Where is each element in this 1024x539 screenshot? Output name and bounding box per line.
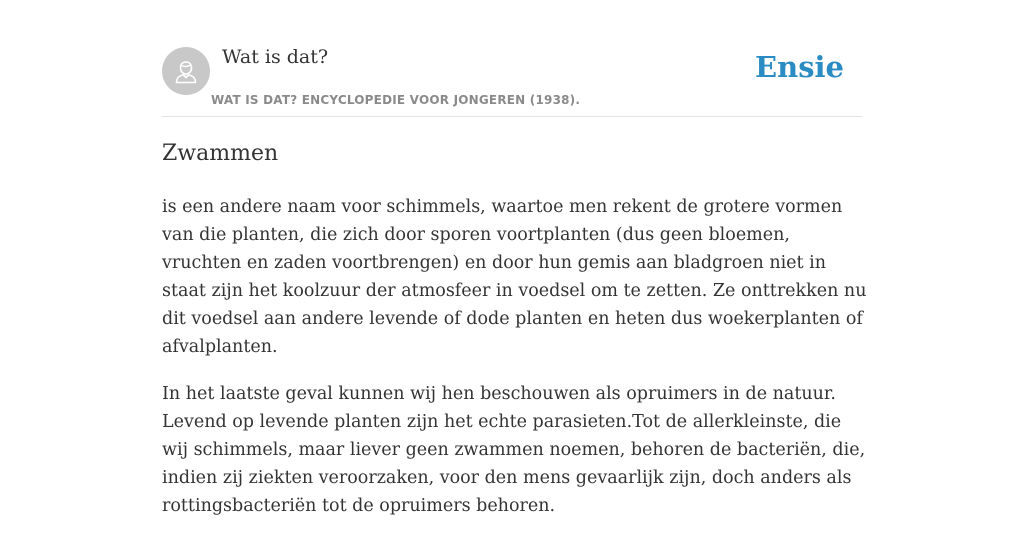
user-icon [171,56,201,86]
ensie-logo[interactable]: Ensie [755,50,844,84]
entry-paragraph: is een andere naam voor schimmels, waartoe men rekent de grotere vormen van die planten, die zich door sporen voortplanten (dus geen bloemen, vruchten en zaden voortbrengen) en door hun gemis aan bladgroen niet in staat zijn het koolzuur der atmosfeer in voedsel om te zetten. Ze onttrekken nu dit voedsel aan andere levende of dode planten en heten dus woekerplanten of afvalplanten. [162,197,867,357]
entry-body [162,193,872,539]
source-subtitle: WAT IS DAT? ENCYCLOPEDIE VOOR JONGEREN (1938). [211,93,581,107]
avatar [162,47,210,95]
source-title[interactable]: Wat is dat? [222,46,329,68]
entry-title: Zwammen [162,141,279,166]
source-header [162,0,862,117]
page [162,0,867,516]
entry-paragraph: In het laatste geval kunnen wij hen beschouwen als opruimers in de natuur. Levend op levende planten zijn het echte parasieten.Tot de allerkleinste, die wij schimmels, maar liever geen zwammen noemen, behoren de bacteriën, die, indien zij ziekten veroorzaken, voor den mens gevaarlijk zijn, doch anders als rottingsbacteriën tot de opruimers behoren. [162,384,866,516]
